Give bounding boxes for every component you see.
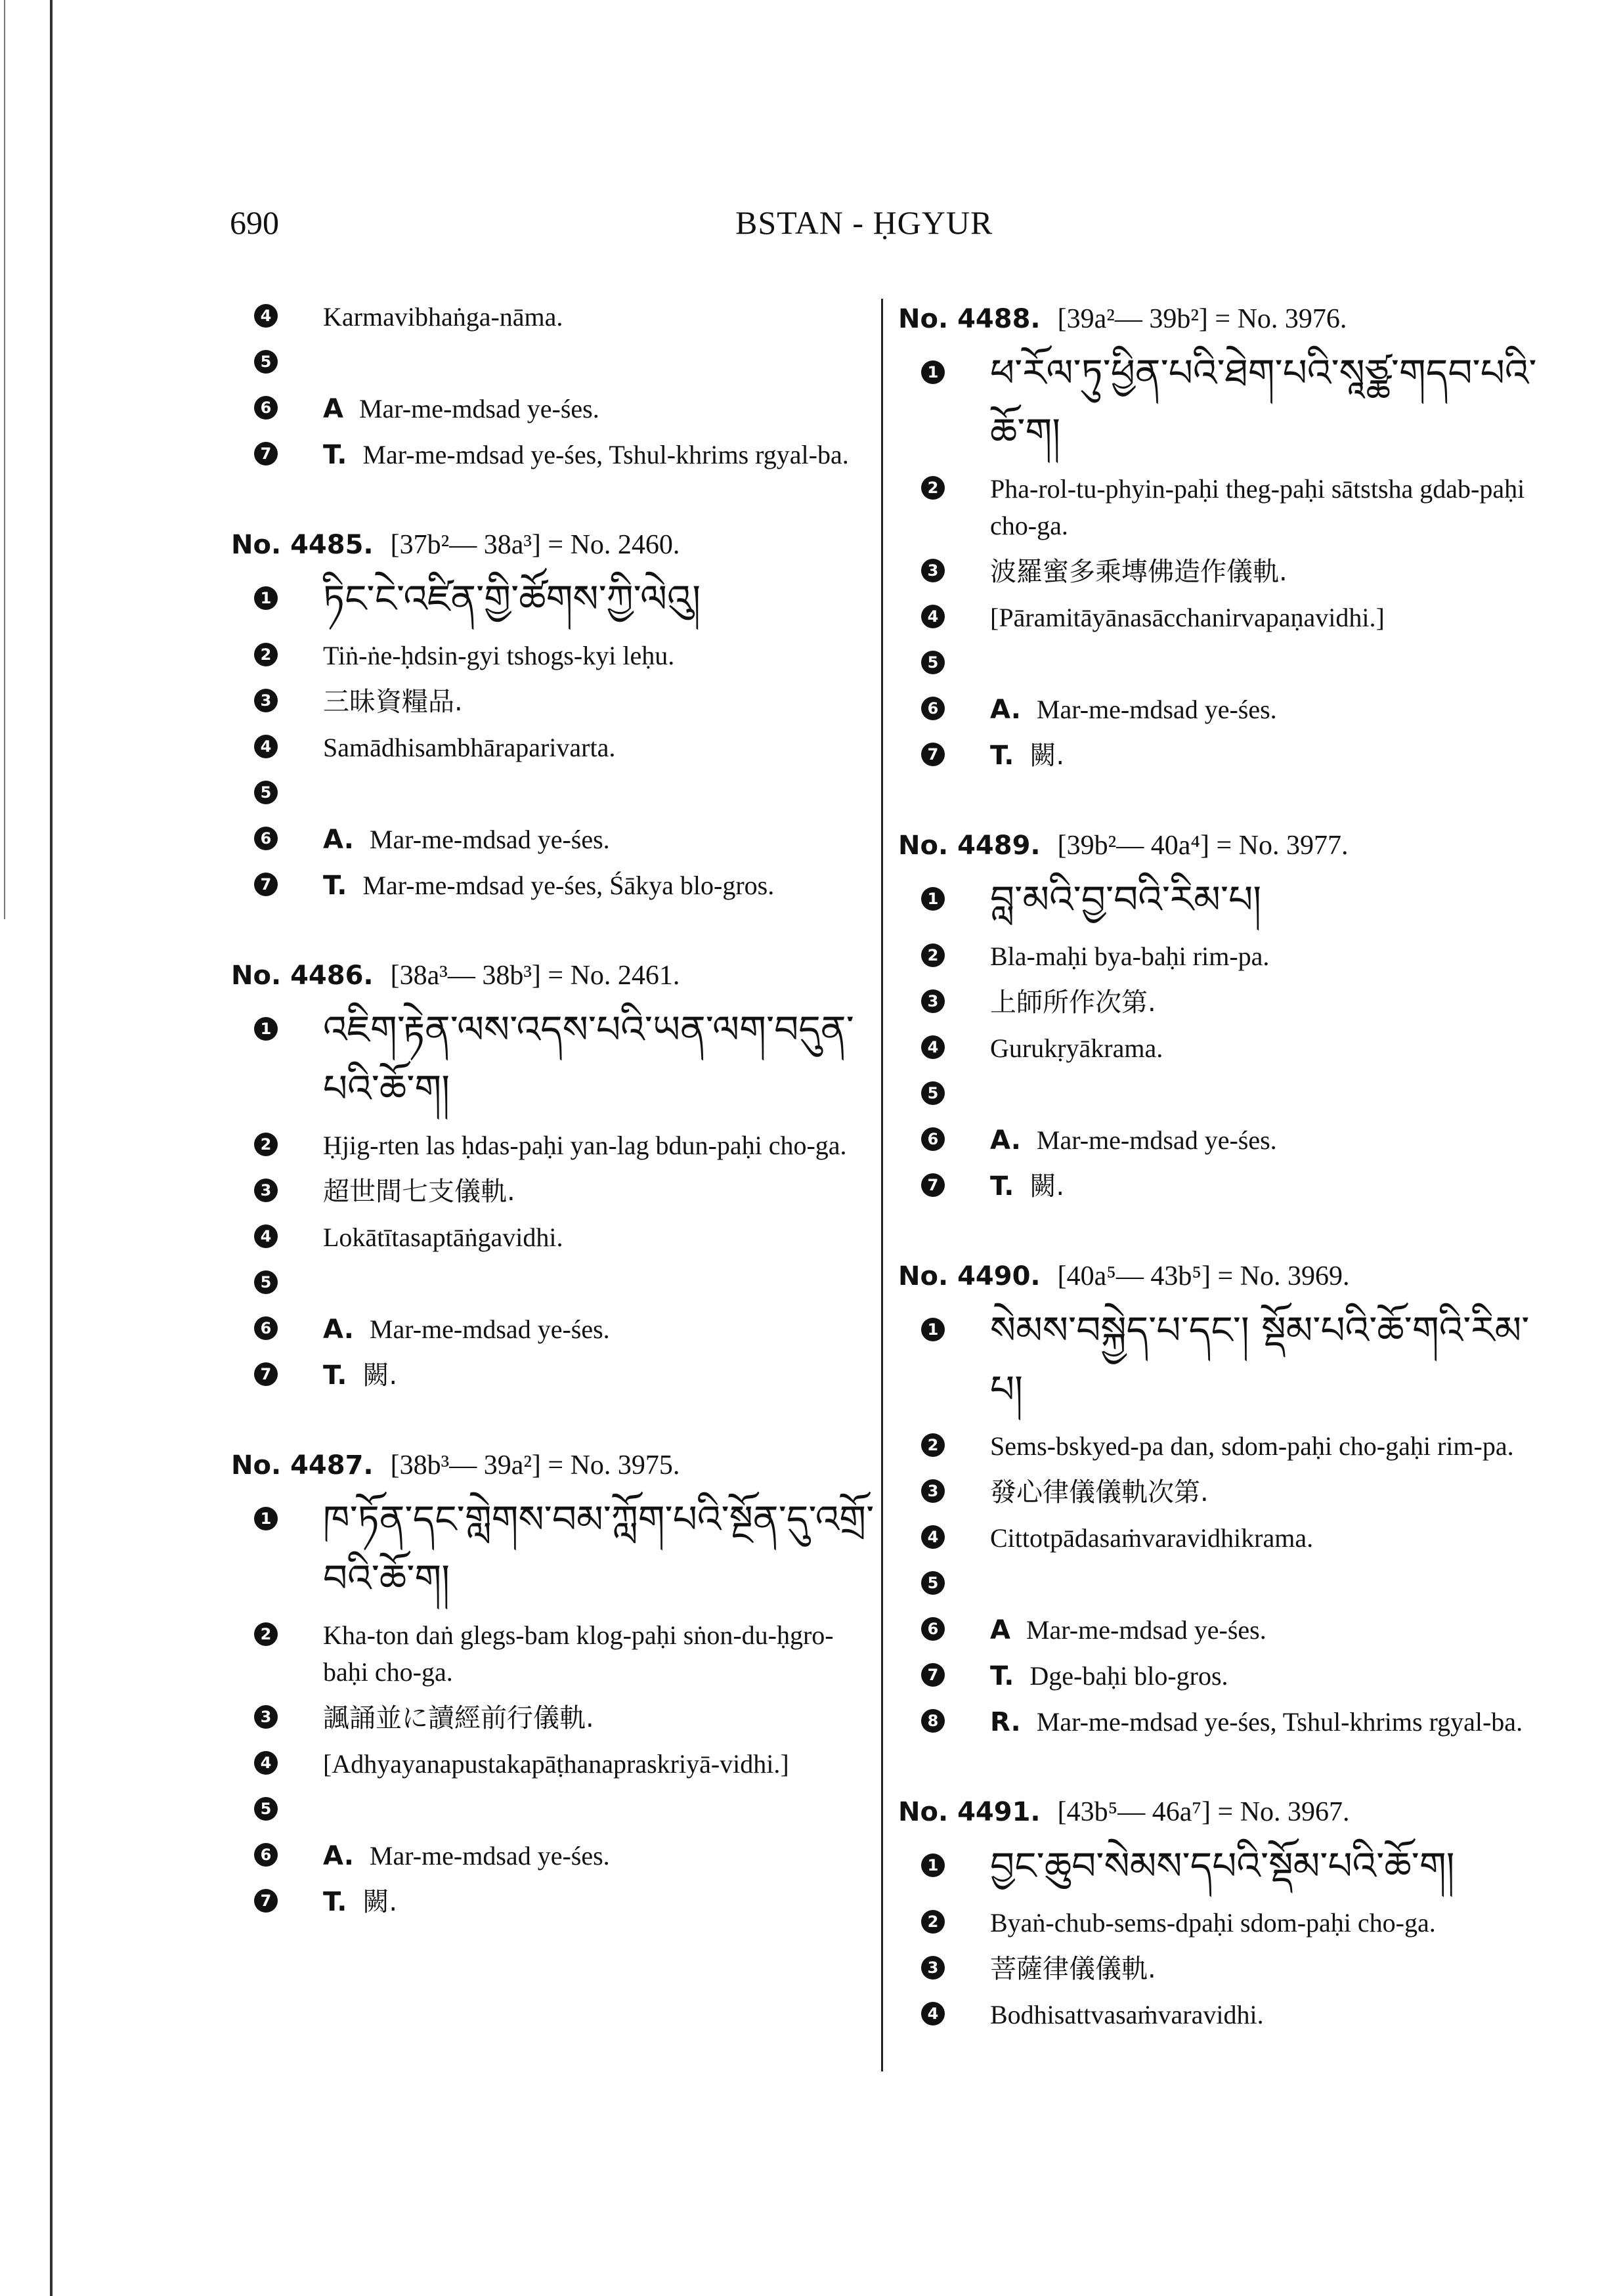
entry-field-2: [231, 1127, 875, 1164]
entry-field-4: [231, 1746, 875, 1783]
field-text: Mar-me-mdsad ye-śes.: [369, 1841, 610, 1871]
field-text: Mar-me-mdsad ye-śes.: [1036, 1125, 1277, 1155]
field-text: Mar-me-mdsad ye-śes.: [369, 825, 610, 854]
catalog-entry: [231, 525, 875, 904]
field-number-badge: 2: [921, 1433, 945, 1457]
scan-left-edge-line: [50, 0, 53, 2296]
field-number-badge: 6: [254, 1316, 278, 1340]
entry-heading: [898, 825, 1542, 866]
field-number-badge: 5: [254, 1797, 278, 1821]
entry-field-6: [898, 691, 1542, 728]
entry-field-6: [898, 1612, 1542, 1649]
entry-field-2: [231, 1617, 875, 1691]
tibetan-title: བླ་མའི་བྱ་བའི་རིམ་པ།: [990, 877, 1262, 922]
field-number-badge: 5: [254, 1270, 278, 1294]
field-number-badge: 3: [254, 1179, 278, 1202]
entry-field-5: [231, 345, 875, 381]
tibetan-title: ཕ་རོལ་ཏུ་ཕྱིན་པའི་ཐེག་པའི་སཱཙྪ་གདབ་པའི་ཆོ་ག།: [990, 351, 1537, 454]
role-label: A: [323, 394, 343, 424]
field-number-badge: 2: [921, 1910, 945, 1934]
field-text: Samādhisambhāraparivarta.: [323, 733, 616, 762]
field-text: Bodhisattvasaṁvaravidhi.: [990, 2000, 1264, 2029]
field-number-badge: 5: [921, 1571, 945, 1595]
field-number-badge: 4: [921, 1525, 945, 1549]
folio-reference: [37b²— 38a³] = No. 2460.: [390, 530, 680, 560]
field-number-badge: 1: [254, 1017, 278, 1041]
field-number-badge: 5: [921, 1081, 945, 1105]
folio-reference: [43b⁵— 46a⁷] = No. 3967.: [1057, 1797, 1350, 1827]
column-divider: [881, 299, 883, 2071]
field-number-badge: 8: [921, 1709, 945, 1733]
entry-field-6: [898, 1122, 1542, 1159]
catalog-entry: [898, 1256, 1542, 1741]
catalog-entry: [898, 1792, 1542, 2033]
entry-number: No. 4489.: [898, 831, 1041, 861]
entry-heading: [231, 525, 875, 565]
role-label: T.: [990, 741, 1014, 771]
entry-field-3: [898, 1951, 1542, 1987]
entry-field-4: [231, 299, 875, 336]
tibetan-title: ཏིང་ངེ་འཛིན་གྱི་ཚོགས་ཀྱི་ལེའུ།: [323, 576, 701, 621]
field-number-badge: 1: [921, 887, 945, 911]
role-label: A.: [990, 695, 1021, 725]
entry-heading: [898, 1256, 1542, 1297]
field-number-badge: 4: [254, 304, 278, 328]
field-number-badge: 7: [254, 873, 278, 896]
entry-field-5: [231, 775, 875, 812]
field-number-badge: 2: [254, 1133, 278, 1156]
field-number-badge: 1: [921, 1318, 945, 1341]
catalog-entry: [231, 1445, 875, 1920]
catalog-entry: [898, 299, 1542, 774]
entry-field-3: [898, 553, 1542, 590]
field-number-badge: 4: [921, 605, 945, 628]
entry-field-3: [898, 984, 1542, 1021]
role-label: T.: [990, 1171, 1014, 1202]
left-column: [231, 299, 875, 1972]
field-text: Mar-me-mdsad ye-śes.: [369, 1314, 610, 1344]
entry-field-3: [898, 1474, 1542, 1511]
entry-field-1: [898, 1836, 1542, 1895]
field-number-badge: 3: [921, 989, 945, 1013]
field-number-badge: 7: [921, 743, 945, 766]
folio-reference: [38a³— 38b³] = No. 2461.: [390, 961, 680, 991]
entry-field-2: [231, 638, 875, 674]
field-text: [Adhyayanapustakapāṭhanapraskriyā-vidhi.]: [323, 1749, 789, 1779]
field-text: 闕.: [362, 1360, 398, 1391]
field-number-badge: 6: [254, 1843, 278, 1867]
entry-field-6: [231, 1311, 875, 1348]
field-number-badge: 7: [921, 1663, 945, 1687]
role-label: T.: [323, 1360, 347, 1391]
entry-field-2: [898, 1428, 1542, 1465]
field-text: Mar-me-mdsad ye-śes, Tshul-khrims rgyal-ba.: [362, 440, 849, 469]
entry-field-1: [231, 569, 875, 628]
scan-margin-rule: [4, 0, 5, 919]
tibetan-title: བྱང་ཆུབ་སེམས་དཔའི་སྡོམ་པའི་ཆོ་ག།: [990, 1844, 1455, 1888]
role-label: A.: [323, 1841, 354, 1871]
entry-field-1: [898, 1301, 1542, 1419]
field-text: Mar-me-mdsad ye-śes, Tshul-khrims rgyal-ba.: [1036, 1707, 1523, 1737]
field-number-badge: 7: [921, 1173, 945, 1197]
field-number-badge: 3: [921, 559, 945, 582]
field-text: [Pāramitāyānasācchanirvapaṇavidhi.]: [990, 603, 1385, 632]
catalog-entry: [231, 955, 875, 1394]
field-text: Cittotpādasaṁvaravidhikrama.: [990, 1523, 1314, 1553]
entry-field-7: [231, 1357, 875, 1394]
field-text: 闕.: [1029, 1171, 1065, 1202]
entry-field-3: [231, 683, 875, 720]
field-number-badge: 1: [921, 360, 945, 384]
entry-field-5: [898, 1566, 1542, 1603]
entry-field-4: [898, 1997, 1542, 2033]
field-text: 菩薩律儀儀軌.: [990, 1954, 1156, 1984]
field-text: Tiṅ-ṅe-ḥdsin-gyi tshogs-kyi leḥu.: [323, 641, 675, 670]
entry-field-5: [231, 1265, 875, 1302]
field-text: Pha-rol-tu-phyin-paḥi theg-paḥi sātstsha gdab-paḥi cho-ga.: [990, 474, 1525, 540]
field-number-badge: 7: [254, 1362, 278, 1386]
field-number-badge: 5: [921, 651, 945, 674]
page-number: 690: [230, 204, 279, 241]
field-number-badge: 4: [254, 735, 278, 758]
field-text: 上師所作次第.: [990, 987, 1156, 1018]
tibetan-title: སེམས་བསྐྱེད་པ་དང་། སྡོམ་པའི་ཆོ་གའི་རིམ་པ།: [990, 1308, 1530, 1412]
entry-field-7: [898, 1658, 1542, 1695]
field-text: Mar-me-mdsad ye-śes.: [1026, 1615, 1266, 1645]
field-number-badge: 6: [254, 396, 278, 420]
role-label: A.: [990, 1125, 1021, 1156]
role-label: A.: [323, 825, 354, 855]
role-label: T.: [323, 440, 347, 470]
entry-field-6: [231, 391, 875, 427]
field-number-badge: 2: [921, 476, 945, 500]
folio-reference: [39a²— 39b²] = No. 3976.: [1057, 304, 1347, 334]
entry-heading: [898, 299, 1542, 339]
field-number-badge: 3: [921, 1479, 945, 1503]
field-text: Mar-me-mdsad ye-śes.: [1036, 695, 1277, 724]
role-label: A: [990, 1615, 1010, 1645]
field-number-badge: 2: [921, 943, 945, 967]
field-text: 波羅蜜多乘塼佛造作儀軌.: [990, 557, 1288, 587]
field-text: Gurukṛyākrama.: [990, 1033, 1163, 1063]
folio-reference: [38b³— 39a²] = No. 3975.: [390, 1450, 680, 1481]
entry-number: No. 4487.: [231, 1450, 374, 1481]
field-number-badge: 4: [254, 1751, 278, 1775]
entry-field-3: [231, 1700, 875, 1737]
field-text: Bla-maḥi bya-baḥi rim-pa.: [990, 942, 1270, 971]
field-number-badge: 5: [254, 350, 278, 374]
entry-field-7: [898, 737, 1542, 774]
field-number-badge: 6: [254, 827, 278, 850]
entry-field-4: [898, 1520, 1542, 1557]
field-text: Dge-baḥi blo-gros.: [1029, 1661, 1228, 1691]
entry-field-4: [231, 1219, 875, 1256]
field-number-badge: 2: [254, 1622, 278, 1646]
role-label: T.: [323, 1887, 347, 1917]
field-number-badge: 1: [921, 1853, 945, 1877]
entry-field-6: [231, 1838, 875, 1874]
field-number-badge: 3: [921, 1956, 945, 1980]
right-column: [898, 299, 1542, 2085]
field-text: 發心律儀儀軌次第.: [990, 1477, 1209, 1507]
field-number-badge: 6: [921, 697, 945, 720]
field-number-badge: 7: [254, 442, 278, 466]
entry-field-4: [898, 1030, 1542, 1067]
field-text: Ḥjig-rten las ḥdas-paḥi yan-lag bdun-paḥi cho-ga.: [323, 1131, 847, 1160]
entry-field-1: [231, 1490, 875, 1608]
entry-field-4: [898, 599, 1542, 636]
field-number-badge: 6: [921, 1127, 945, 1151]
role-label: T.: [990, 1661, 1014, 1691]
field-text: Mar-me-mdsad ye-śes, Śākya blo-gros.: [362, 871, 775, 900]
field-number-badge: 3: [254, 689, 278, 712]
role-label: A.: [323, 1314, 354, 1345]
field-number-badge: 4: [921, 1035, 945, 1059]
field-number-badge: 6: [921, 1617, 945, 1641]
field-text: Lokātītasaptāṅgavidhi.: [323, 1223, 563, 1252]
field-text: Byaṅ-chub-sems-dpaḥi sdom-paḥi cho-ga.: [990, 1908, 1436, 1938]
entry-field-2: [898, 1905, 1542, 1941]
field-number-badge: 2: [254, 643, 278, 666]
entry-field-7: [231, 867, 875, 904]
entry-field-2: [898, 471, 1542, 544]
folio-reference: [39b²— 40a⁴] = No. 3977.: [1057, 831, 1349, 861]
entry-field-5: [898, 645, 1542, 682]
entry-number: No. 4490.: [898, 1261, 1041, 1291]
field-number-badge: 4: [921, 2002, 945, 2025]
entry-field-8: [898, 1704, 1542, 1741]
entry-field-4: [231, 729, 875, 766]
field-number-badge: 7: [254, 1889, 278, 1913]
entry-heading: [231, 955, 875, 996]
entry-field-5: [231, 1792, 875, 1829]
entry-field-1: [898, 870, 1542, 929]
field-number-badge: 1: [254, 1507, 278, 1530]
field-text: 超世間七支儀軌.: [323, 1177, 515, 1207]
running-title: BSTAN - ḤGYUR: [735, 204, 993, 241]
entry-field-1: [898, 343, 1542, 462]
folio-reference: [40a⁵— 43b⁵] = No. 3969.: [1057, 1261, 1350, 1291]
field-text: 三昧資糧品.: [323, 687, 463, 717]
field-text: Kha-ton daṅ glegs-bam klog-paḥi sṅon-du-ḥgro-baḥi cho-ga.: [323, 1620, 834, 1687]
entry-field-7: [898, 1168, 1542, 1205]
role-label: T.: [323, 871, 347, 901]
role-label: R.: [990, 1707, 1021, 1737]
field-text: Karmavibhaṅga-nāma.: [323, 302, 563, 332]
entry-field-7: [231, 1884, 875, 1920]
field-number-badge: 4: [254, 1224, 278, 1248]
tibetan-title: ཁ་ཏོན་དང་གླེགས་བམ་ཀློག་པའི་སྔོན་དུ་འགྲོ་བའི་ཆོ་ག།: [323, 1497, 875, 1601]
entry-field-6: [231, 821, 875, 858]
entry-field-3: [231, 1173, 875, 1210]
field-text: 諷誦並に讀經前行儀軌.: [323, 1703, 594, 1733]
entry-field-5: [898, 1076, 1542, 1113]
field-text: Mar-me-mdsad ye-śes.: [358, 394, 599, 423]
entry-field-2: [898, 938, 1542, 975]
entry-number: No. 4485.: [231, 530, 374, 560]
field-text: 闕.: [362, 1887, 398, 1917]
catalog-entry: [231, 299, 875, 473]
tibetan-title: འཇིག་རྟེན་ལས་འདས་པའི་ཡན་ལག་བདུན་པའི་ཆོ་ག།: [323, 1007, 854, 1111]
entry-number: No. 4488.: [898, 304, 1041, 334]
field-text: Sems-bskyed-pa dan, sdom-paḥi cho-gaḥi rim-pa.: [990, 1431, 1514, 1461]
entry-heading: [898, 1792, 1542, 1832]
entry-field-1: [231, 1000, 875, 1118]
entry-field-7: [231, 437, 875, 473]
field-number-badge: 1: [254, 586, 278, 610]
catalog-entry: [898, 825, 1542, 1205]
field-number-badge: 3: [254, 1705, 278, 1729]
entry-number: No. 4491.: [898, 1797, 1041, 1827]
entry-heading: [231, 1445, 875, 1486]
field-text: 闕.: [1029, 741, 1065, 771]
entry-number: No. 4486.: [231, 961, 374, 991]
field-number-badge: 5: [254, 781, 278, 804]
